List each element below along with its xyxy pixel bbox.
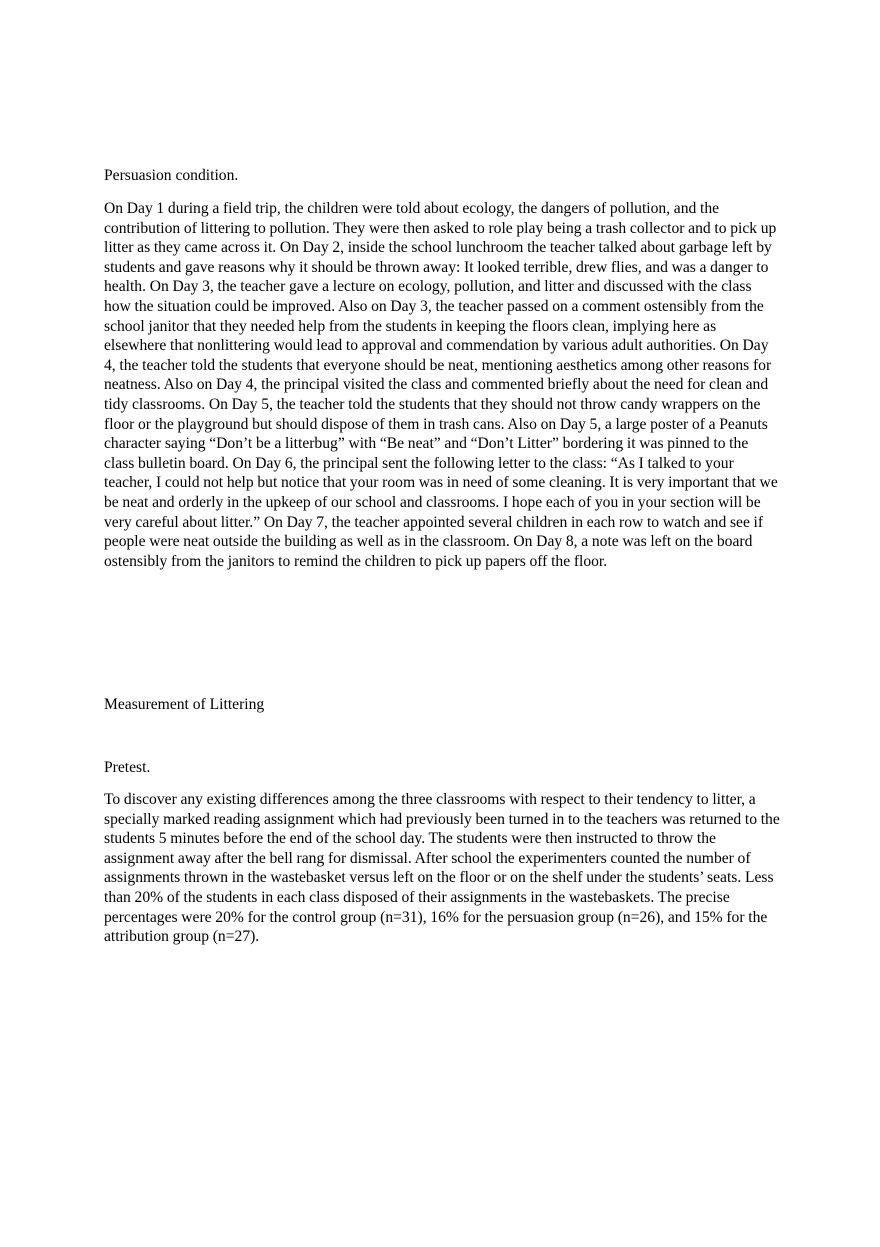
persuasion-condition-heading: Persuasion condition. bbox=[104, 167, 239, 184]
pretest-paragraph: To discover any existing differences among the three classrooms with respect to their tendency to litter, a specially marked reading assignment which had previously been turned in to the teachers was returned to the students 5 minutes before the end of the school day. The students were then instructed to throw the assignment away after the bell rang for dismissal. After school the experimenters counted the number of assignments thrown in the wastebasket versus left on the floor or on the shelf under the students’ seats. Less than 20% of the students in each class disposed of their assignments in the wastebaskets. The precise percentages were 20% for the control group (n=31), 16% for the persuasion group (n=26), and 15% for the attribution group (n=27). bbox=[104, 791, 780, 946]
persuasion-condition-paragraph: On Day 1 during a field trip, the children were told about ecology, the dangers of pollution, and the contribution of littering to pollution. They were then asked to role play being a trash collector and to pick up litter as they came across it. On Day 2, inside the school lunchroom the teacher talked about garbage left by students and gave reasons why it should be thrown away: It looked terrible, drew flies, and was a danger to health. On Day 3, the teacher gave a lecture on ecology, pollution, and litter and discussed with the class how the situation could be improved. Also on Day 3, the teacher passed on a comment ostensibly from the school janitor that they needed help from the students in keeping the floors clean, implying here as elsewhere that nonlittering would lead to approval and commendation by various adult authorities. On Day 4, the teacher told the students that everyone should be neat, mentioning aesthetics among other reasons for neatness. Also on Day 4, the principal visited the class and commented briefly about the need for clean and tidy classrooms. On Day 5, the teacher told the students that they should not throw candy wrappers on the floor or the playground but should dispose of them in trash cans. Also on Day 5, a large poster of a Peanuts character saying “Don’t be a litterbug” with “Be neat” and “Don’t Litter” bordering it was pinned to the class bulletin board. On Day 6, the principal sent the following letter to the class: “As I talked to your teacher, I could not help but notice that your room was in need of some cleaning. It is very important that we be neat and orderly in the upkeep of our school and classrooms. I hope each of you in your section will be very careful about litter.” On Day 7, the teacher appointed several children in each row to watch and see if people were neat outside the building as well as in the classroom. On Day 8, a note was left on the board ostensibly from the janitors to remind the children to pick up papers off the floor. bbox=[104, 200, 778, 570]
measurement-of-littering-heading: Measurement of Littering bbox=[104, 696, 265, 713]
pretest-heading: Pretest. bbox=[104, 759, 151, 776]
